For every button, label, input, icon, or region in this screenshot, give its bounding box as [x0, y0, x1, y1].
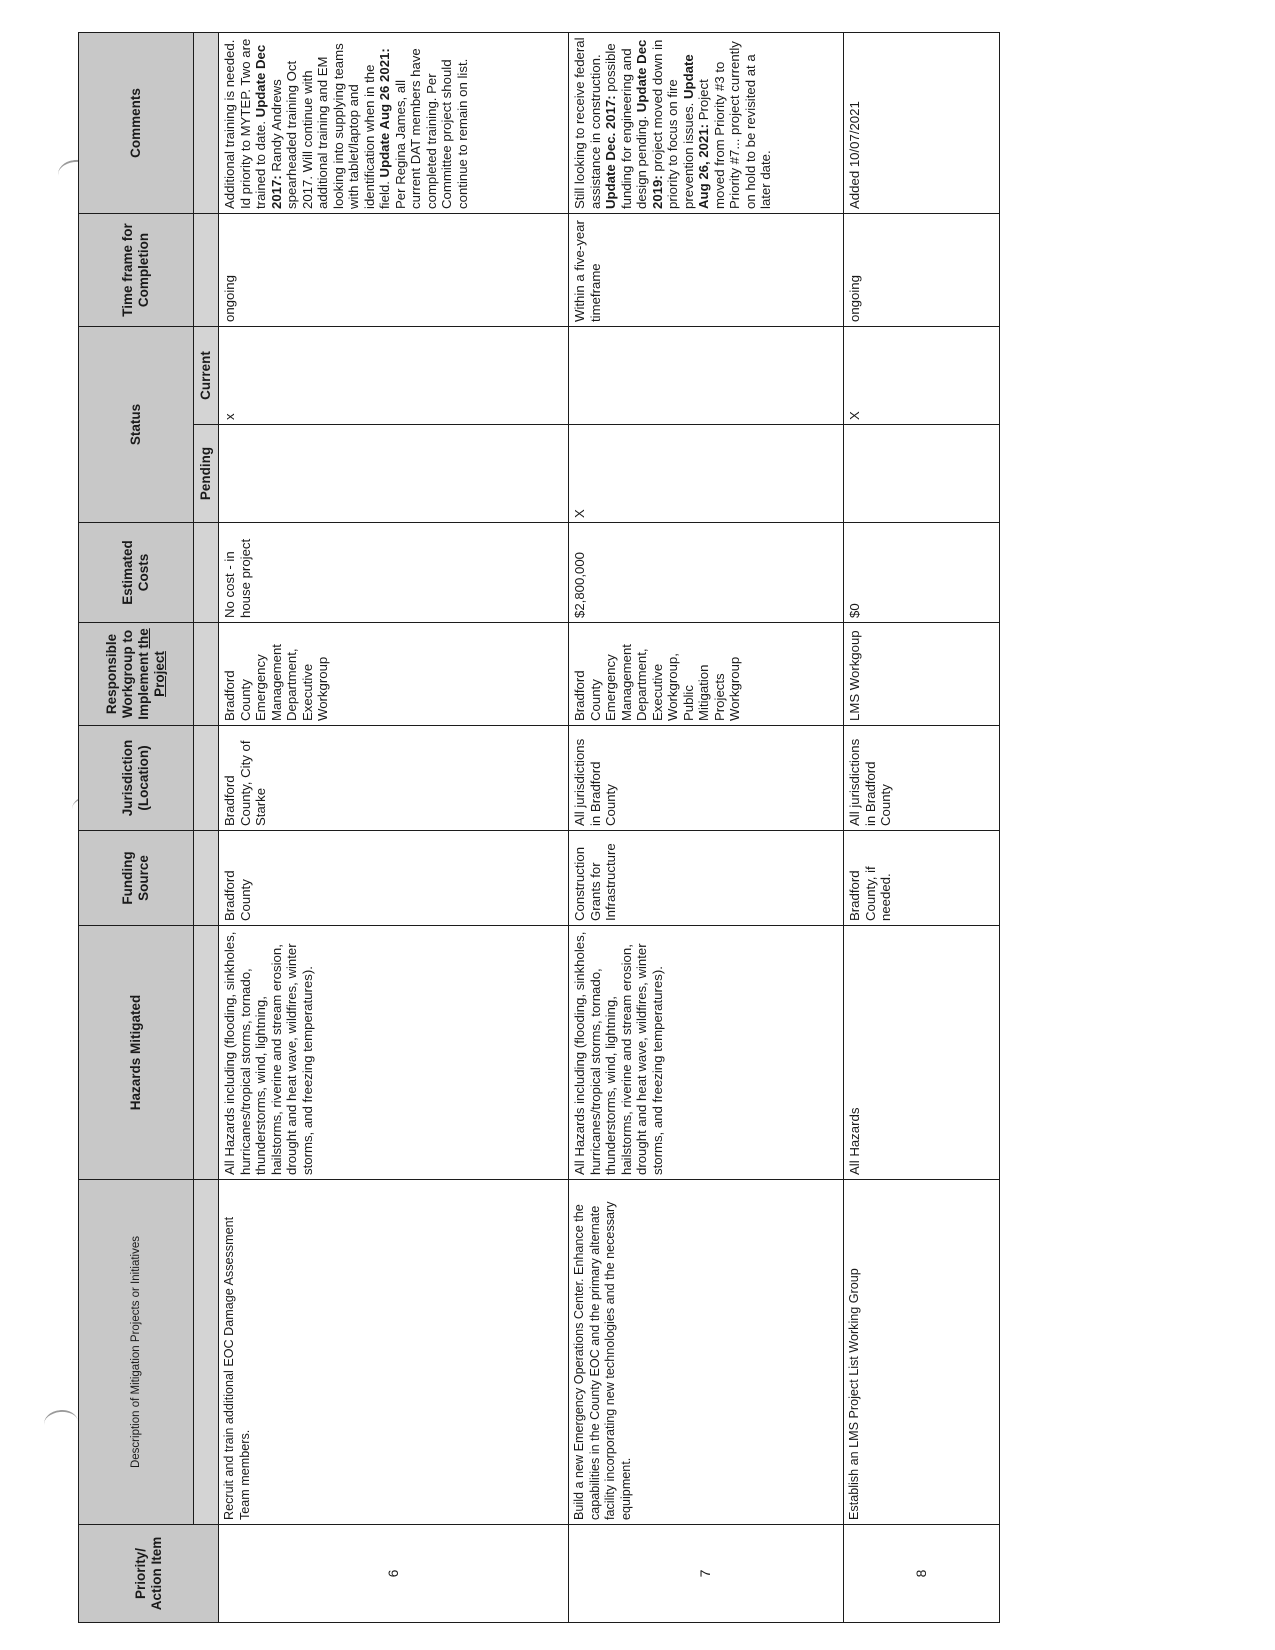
costs-cell: No cost - in house project — [219, 523, 569, 623]
comment-text: Additional training is needed. Id priority to MYTEP. Two are trained to date. — [222, 38, 268, 209]
header-timeframe: Time frame for Completion — [79, 213, 194, 326]
header-jurisdiction: Jurisdiction (Location) — [79, 726, 194, 831]
costs-cell: $0 — [844, 523, 1000, 623]
priority-cell: 7 — [569, 1525, 844, 1623]
jurisdiction-cell: Bradford County, City of Starke — [219, 726, 569, 831]
header-hazards: Hazards Mitigated — [79, 926, 194, 1180]
costs-cell: $2,800,000 — [569, 523, 844, 623]
workgroup-cell: Bradford County Emergency Management Department, Executive Workgroup — [219, 623, 569, 726]
priority-cell: 6 — [219, 1525, 569, 1623]
comment-update-label: Update Aug 26, 2021: — [680, 54, 711, 209]
current-cell — [569, 326, 844, 424]
comments-cell — [219, 32, 569, 213]
jurisdiction-cell: All jurisdictions in Bradford County — [844, 726, 1000, 831]
table-row — [844, 32, 1000, 1622]
comment-text: Randy Andrews spearheaded training Oct 2017. Will continue with additional training and EM looking into supplying teams with tablet/laptop and identification when in the field. — [268, 43, 392, 209]
header-workgroup — [79, 623, 194, 726]
header-costs: Estimated Costs — [79, 523, 194, 623]
comment-text: possible funding for engineering and design pending. — [603, 43, 649, 209]
hazards-cell: All Hazards including (flooding, sinkholes, hurricanes/tropical storms, tornado, thunderstorms, wind, lightning, hailstorms, riverine and stream erosion, drought and heat wave, wildfires, winter storms, and freezing temperatures). — [569, 926, 844, 1180]
header-funding: Funding Source — [79, 831, 194, 926]
subheader-blank — [194, 213, 219, 326]
hazards-cell: All Hazards — [844, 926, 1000, 1180]
table-row — [569, 32, 844, 1622]
comments-cell — [844, 32, 1000, 213]
subheader-blank — [194, 32, 219, 213]
comment-text: Per Regina James, all current DAT members have completed training. Per Committee project should continue to remain on list. — [392, 48, 470, 209]
comments-cell — [569, 32, 844, 213]
funding-cell: Bradford County, if needed. — [844, 831, 1000, 926]
description-cell: Recruit and train additional EOC Damage Assessment Team members. — [219, 1180, 569, 1525]
pending-cell: X — [569, 425, 844, 523]
subheader-blank — [194, 1180, 219, 1525]
binder-hole-mark — [43, 1408, 80, 1437]
funding-cell: Bradford County — [219, 831, 569, 926]
comment-text: Project moved from Priority #3 to Priority #7... project currently on hold to be revisited at a later date. — [696, 41, 773, 209]
comment-text: Added 10/07/2021 — [847, 101, 862, 209]
subheader-blank — [194, 926, 219, 1180]
comment-update-label: Update Dec 2019: — [634, 39, 665, 209]
hazards-cell: All Hazards including (flooding, sinkholes, hurricanes/tropical storms, tornado, thunderstorms, wind, lightning, hailstorms, riverine and stream erosion, drought and heat wave, wildfires, winter storms, and freezing temperatures). — [219, 926, 569, 1180]
table-row — [219, 32, 569, 1622]
workgroup-cell: Bradford County Emergency Management Department, Executive Workgroup, Public Mitigation Projects Workgroup — [569, 623, 844, 726]
subheader-blank — [194, 623, 219, 726]
description-cell: Establish an LMS Project List Working Group — [844, 1180, 1000, 1525]
subheader-current: Current — [194, 326, 219, 424]
header-comments: Comments — [79, 32, 194, 213]
comment-update-label: Update Aug 26 2021: — [377, 48, 392, 178]
workgroup-cell: LMS Workgoup — [844, 623, 1000, 726]
funding-cell: Construction Grants for Infrastructure — [569, 831, 844, 926]
comment-update-label: Update Dec 2017: — [253, 44, 284, 209]
header-status: Status — [79, 326, 194, 522]
mitigation-project-table — [78, 33, 1000, 1623]
subheader-blank — [194, 523, 219, 623]
timeframe-cell: Within a five-year timeframe — [569, 213, 844, 326]
header-priority: Priority/ Action Item — [79, 1525, 219, 1623]
timeframe-cell: ongoing — [219, 213, 569, 326]
subheader-blank — [194, 831, 219, 926]
timeframe-cell: ongoing — [844, 213, 1000, 326]
jurisdiction-cell: All jurisdictions in Bradford County — [569, 726, 844, 831]
current-cell: x — [219, 326, 569, 424]
header-workgroup-project: the Project — [136, 628, 167, 697]
header-description: Description of Mitigation Projects or Initiatives — [79, 1180, 194, 1525]
subheader-pending: Pending — [194, 425, 219, 523]
pending-cell — [844, 425, 1000, 523]
subheader-blank — [194, 726, 219, 831]
description-cell: Build a new Emergency Operations Center. Enhance the capabilities in the County EOC and the primary alternate facility incorporating new technologies and the necessary equipment. — [569, 1180, 844, 1525]
priority-cell: 8 — [844, 1525, 1000, 1623]
pending-cell — [219, 425, 569, 523]
header-workgroup-text: Responsible Workgroup to Implement — [104, 629, 151, 720]
current-cell: X — [844, 326, 1000, 424]
comment-update-label: Update Dec. 2017: — [603, 95, 618, 209]
comment-text: project moved down in priority to focus on fire prevention issues. — [649, 39, 696, 209]
comment-text: Still looking to receive federal assistance in construction. — [572, 37, 603, 209]
